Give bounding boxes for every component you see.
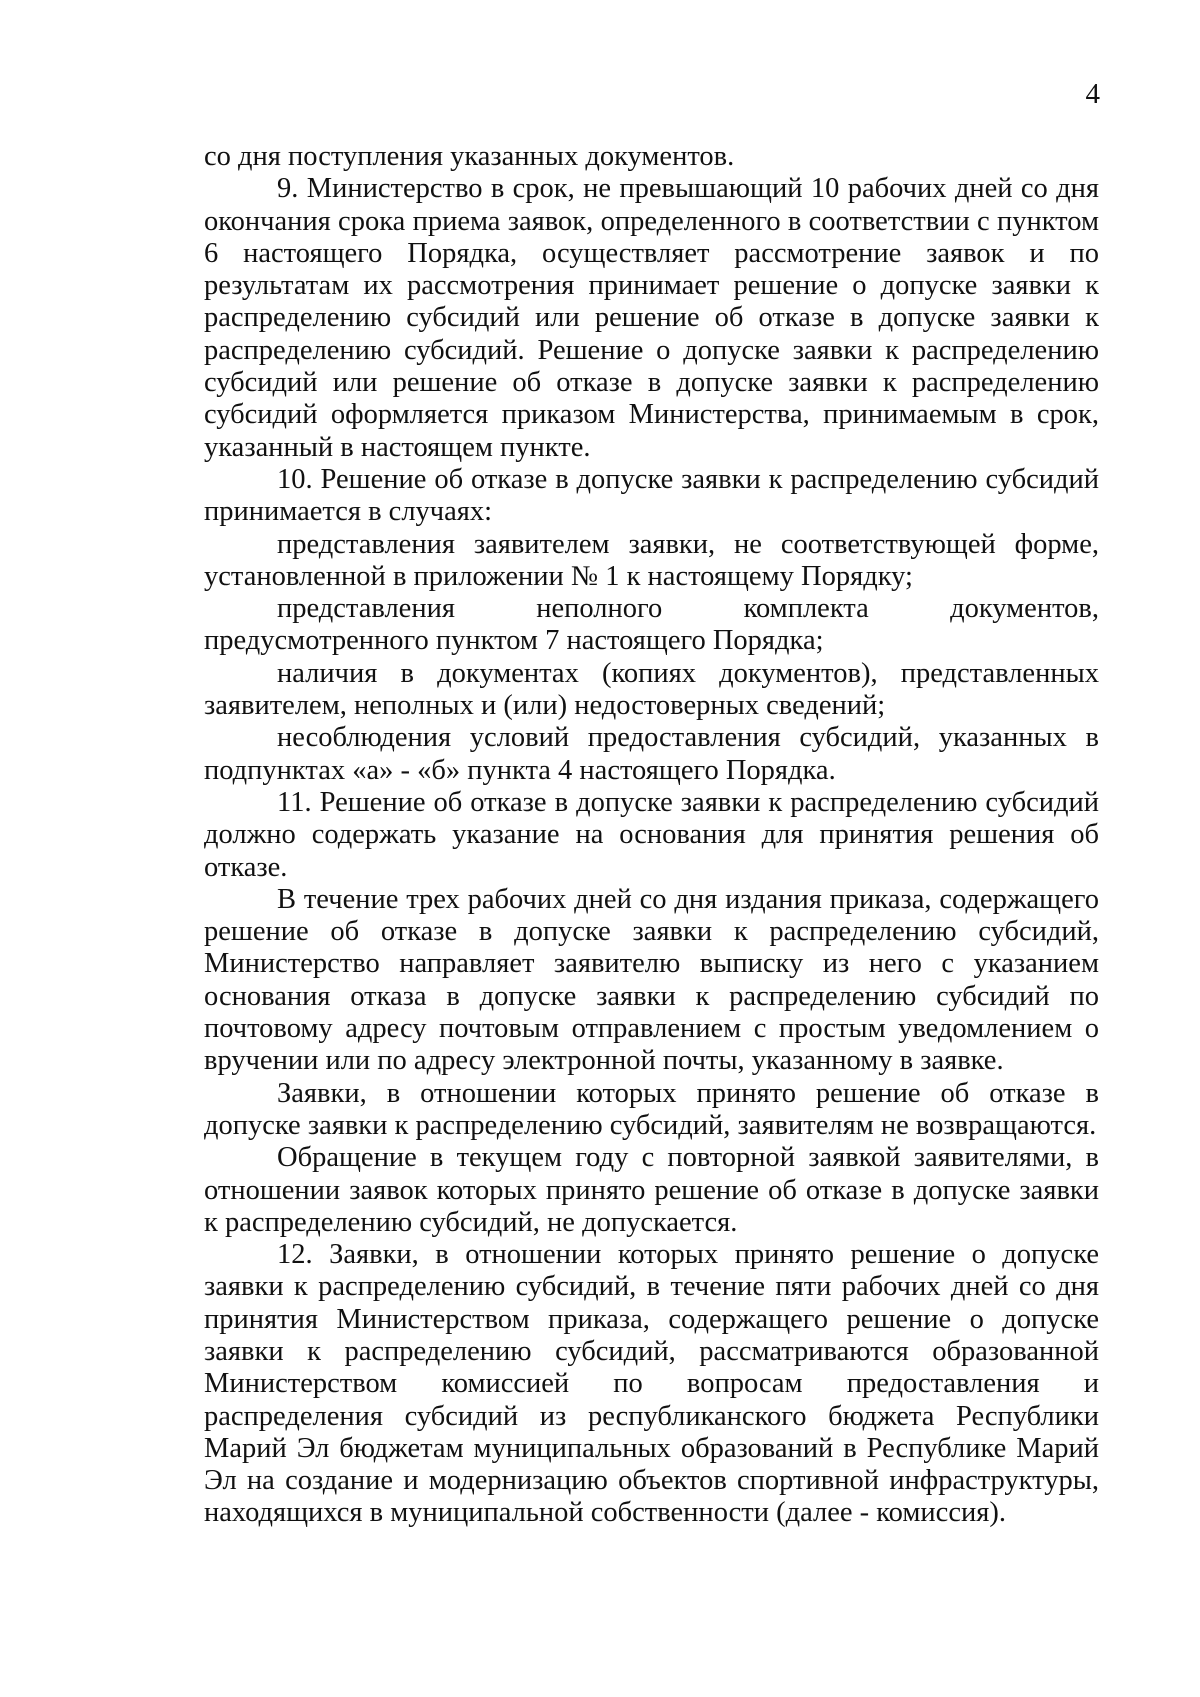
paragraph-case-form: представления заявителем заявки, не соответствующей форме, установленной в приложении № 1 к настоящему Порядку; xyxy=(204,528,1099,592)
paragraph-notification: В течение трех рабочих дней со дня издания приказа, содержащего решение об отказе в допуске заявки к распределению субсидий, Министерство направляет заявителю выписку из него с указанием основания отказа в допуске заявки к распределению субсидий по почтовому адресу почтовым отправлением с простым уведомлением о вручении или по адресу электронной почты, указанному в заявке. xyxy=(204,883,1099,1077)
paragraph-case-inaccurate: наличия в документах (копиях документов), представленных заявителем, неполных и (или) недостоверных сведений; xyxy=(204,657,1099,722)
paragraph-case-incomplete: представления неполного комплекта документов, предусмотренного пунктом 7 настоящего Порядка; xyxy=(204,593,1099,657)
paragraph-case-conditions: несоблюдения условий предоставления субсидий, указанных в подпунктах «а» - «б» пункта 4 настоящего Порядка. xyxy=(204,722,1099,786)
page-number: 4 xyxy=(1085,78,1100,110)
paragraph-not-returned: Заявки, в отношении которых принято решение об отказе в допуске заявки к распределению субсидий, заявителям не возвращаются. xyxy=(204,1077,1099,1141)
paragraph-repeat-application: Обращение в текущем году с повторной заявкой заявителями, в отношении заявок которых принято решение об отказе в допуске заявки к распределению субсидий, не допускается. xyxy=(204,1142,1099,1238)
paragraph-clause-11: 11. Решение об отказе в допуске заявки к распределению субсидий должно содержать указание на основания для принятия решения об отказе. xyxy=(204,786,1099,883)
document-body xyxy=(204,141,1099,1530)
paragraph-clause-10: 10. Решение об отказе в допуске заявки к распределению субсидий принимается в случаях: xyxy=(204,463,1099,528)
paragraph-clause-12: 12. Заявки, в отношении которых принято решение о допуске заявки к распределению субсидий, в течение пяти рабочих дней со дня принятия Министерством приказа, содержащего решение о допуске заявки к распределению субсидий, рассматриваются образованной Министерством комиссией по вопросам предоставления и распределения субсидий из республиканского бюджета Республики Марий Эл бюджетам муниципальных образований в Республике Марий Эл на создание и модернизацию объектов спортивной инфраструктуры, находящихся в муниципальной собственности (далее - комиссия). xyxy=(204,1239,1099,1529)
paragraph-continuation: со дня поступления указанных документов. xyxy=(204,141,735,172)
paragraph-clause-9: 9. Министерство в срок, не превышающий 10 рабочих дней со дня окончания срока приема заявок, определенного в соответствии с пунктом 6 настоящего Порядка, осуществляет рассмотрение заявок и по результатам их рассмотрения принимает решение о допуске заявки к распределению субсидий или решение об отказе в допуске заявки к распределению субсидий. Решение о допуске заявки к распределению субсидий или решение об отказе в допуске заявки к распределению субсидий оформляется приказом Министерства, принимаемым в срок, указанный в настоящем пункте. xyxy=(204,173,1099,463)
